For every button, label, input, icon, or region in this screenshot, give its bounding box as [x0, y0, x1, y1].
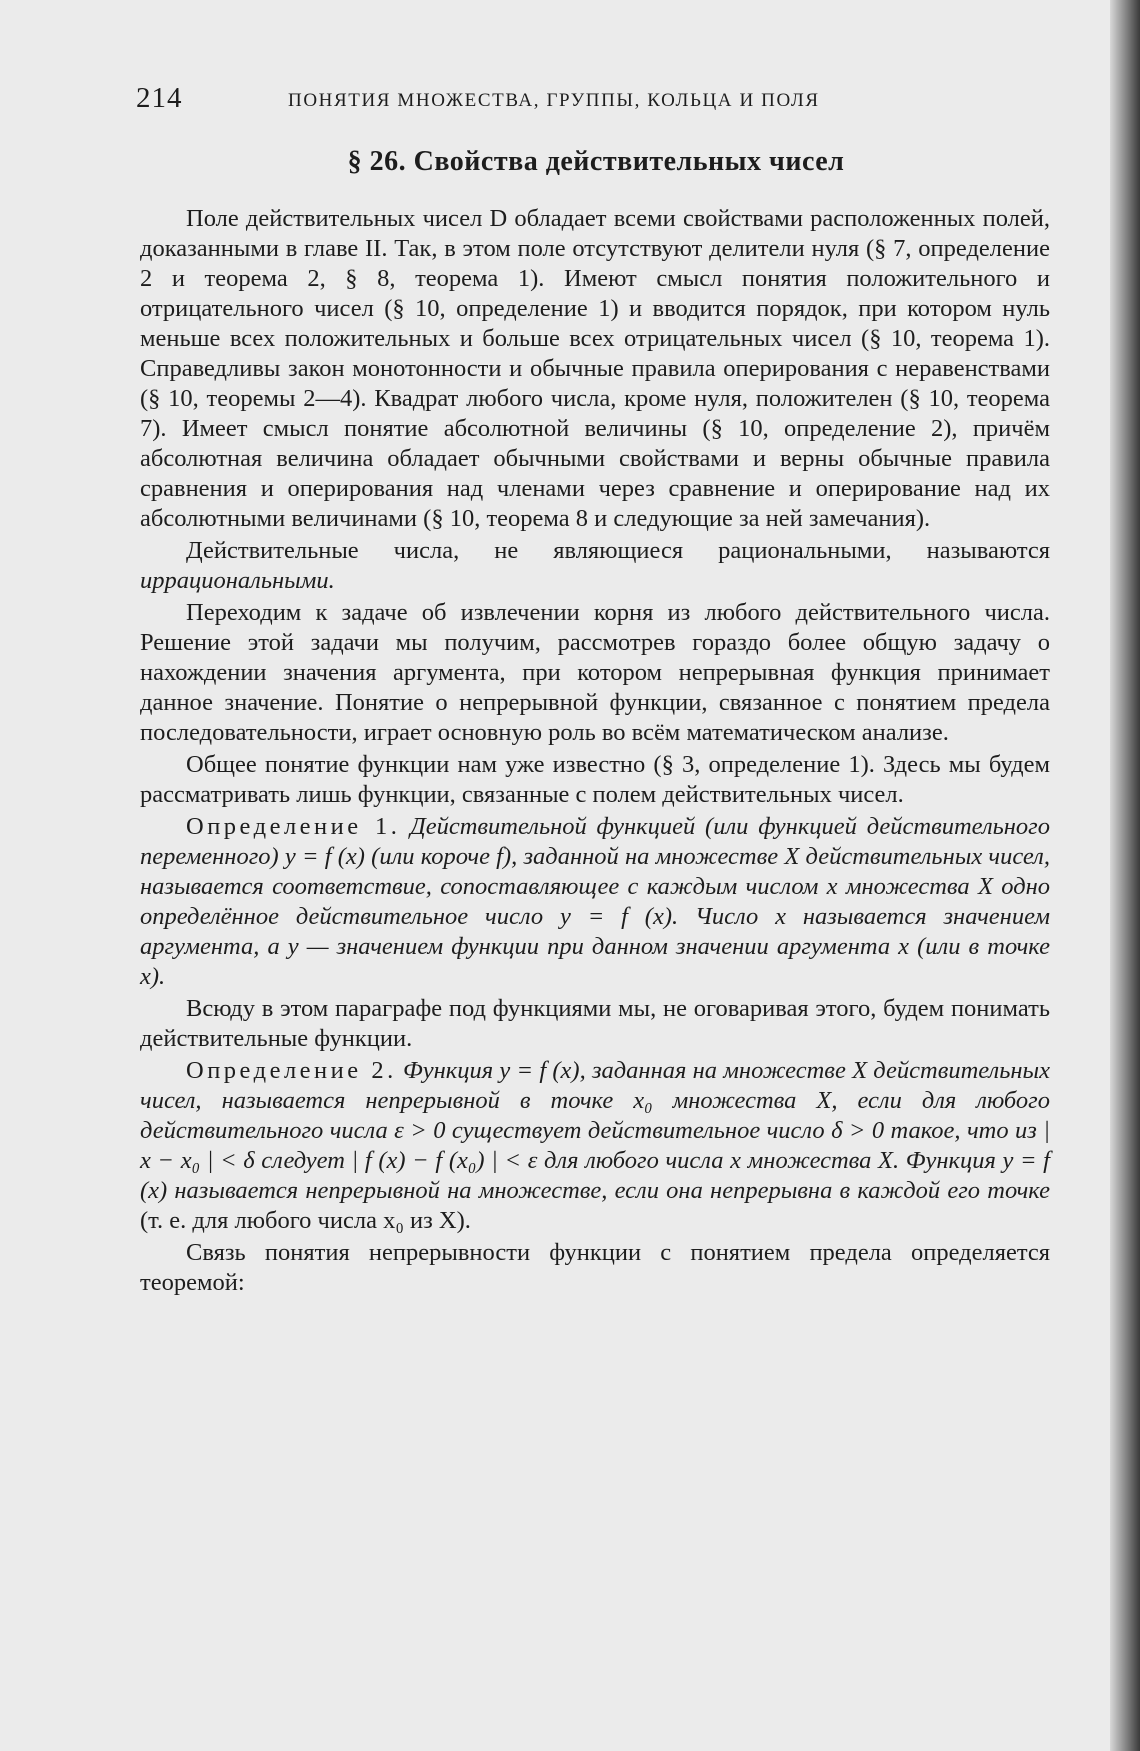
definition-2 — [140, 1056, 1050, 1236]
definition-1-text: Действительной функцией (или функцией действительного переменного) y = f (x) (или короче f), заданной на множестве X действительных чисел, называется соответствие, сопоставляющее с каждым числом x множества X одно определённое действительное число y = f (x). Число x называется значением аргумента, а y — значением функции при данном значении аргумента x (или в точке x). — [140, 813, 1050, 990]
paragraph-5: Всюду в этом параграфе под функциями мы, не оговаривая этого, будем понимать действительные функции. — [140, 995, 1050, 1052]
paragraph-2 — [140, 536, 1050, 596]
definition-2-text: Функция y = f (x), заданная на множестве X действительных чисел, называется непрерывной в точке x₀ множества X, если для любого действительного числа ε > 0 существует действительное число δ > 0 такое, что из | x − x₀ | < δ следует | f (x) − f (x₀) | < ε для любого числа x множества X. Функция y = f (x) называется непрерывной на множестве, если она непрерывна в каждой его точке — [140, 1057, 1050, 1204]
definition-2-label: Определение 2. — [186, 1057, 397, 1084]
body-text — [140, 204, 1050, 1298]
section-title: § 26. Свойства действительных чисел — [347, 146, 845, 177]
book-spine-shadow — [1110, 0, 1140, 1751]
page-header — [136, 82, 876, 116]
term-irrational: иррациональными. — [140, 567, 335, 594]
paragraph-2-text: Действительные числа, не являющиеся рациональными, называются — [186, 537, 1050, 564]
paragraph-1: Поле действительных чисел D обладает всеми свойствами расположенных полей, доказанными в главе II. Так, в этом поле отсутствуют делители нуля (§ 7, определение 2 и теорема 2, § 8, теорема 1). Имеют смысл понятия положительного и отрицательного чисел (§ 10, определение 1) и вводится порядок, при котором нуль меньше всех положительных и больше всех отрицательных чисел (§ 10, теорема 1). Справедливы закон монотонности и обычные правила оперирования с неравенствами (§ 10, теоремы 2—4). Квадрат любого числа, кроме нуля, положителен (§ 10, теорема 7). Имеет смысл понятие абсолютной величины (§ 10, определение 2), причём абсолютная величина обладает обычными свойствами и верны обычные правила сравнения и оперирования над членами через сравнение и оперирование над их абсолютными величинами (§ 10, теорема 8 и следующие за ней замечания). — [140, 205, 1050, 532]
paragraph-6: Связь понятия непрерывности функции с понятием предела определяется теоремой: — [140, 1239, 1050, 1296]
paragraph-4: Общее понятие функции нам уже известно (§ 3, определение 1). Здесь мы будем рассматривать лишь функции, связанные с полем действительных чисел. — [140, 751, 1050, 808]
definition-2-tail: (т. е. для любого числа x₀ из X). — [140, 1207, 471, 1234]
running-head: ПОНЯТИЯ МНОЖЕСТВА, ГРУППЫ, КОЛЬЦА И ПОЛЯ — [288, 90, 820, 111]
page-number: 214 — [136, 82, 183, 114]
definition-1 — [140, 812, 1050, 992]
paragraph-3: Переходим к задаче об извлечении корня из любого действительного числа. Решение этой задачи мы получим, рассмотрев гораздо более общую задачу о нахождении значения аргумента, при котором непрерывная функция принимает данное значение. Понятие о непрерывной функции, связанное с понятием предела последовательности, играет основную роль во всём математическом анализе. — [140, 599, 1050, 746]
definition-1-label: Определение 1. — [186, 813, 401, 840]
